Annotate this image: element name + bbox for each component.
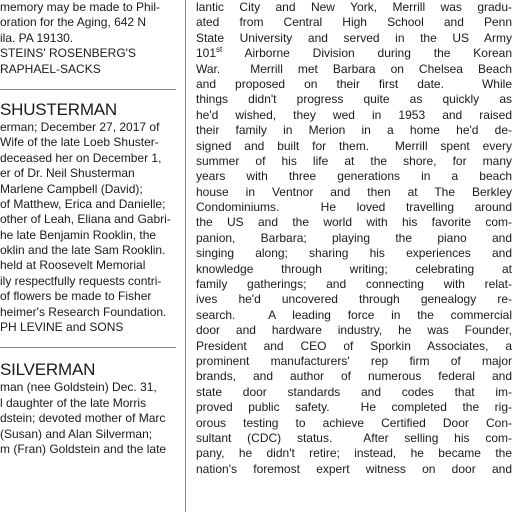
text-line: state door standards and codes that im- (196, 384, 512, 399)
text-line: oklin and the late Sam Rooklin. (0, 243, 166, 258)
text-line: panion, Barbara; playing the piano and (196, 230, 512, 245)
text-line: STEINS' ROSENBERG'S (0, 46, 136, 61)
obituary-body-silverman (0, 380, 176, 457)
obituary-body-shusterman (0, 120, 176, 320)
text-line: dstein; devoted mother of Marc (0, 411, 166, 426)
text-line: Wife of the late Loeb Shuster- (0, 135, 159, 150)
text-line: of flowers be made to Fisher (0, 289, 152, 304)
text-line: of Matthew, Erica and Danielle; (0, 196, 166, 211)
text-line: War. Merrill met Barbara on Chelsea Beach (196, 61, 512, 76)
text-line: pany, he didn't retire; instead, he became the (196, 446, 512, 461)
text-line: years with three generations in a beach (196, 169, 512, 184)
text-line: lantic City and New York, Merrill was gradu- (196, 0, 512, 14)
text-line: ily respectfully requests contri- (0, 273, 162, 288)
text-line: the US and the world with his favorite com- (196, 215, 512, 230)
text-line: RAPHAEL-SACKS (0, 61, 101, 76)
text-line: he late Benjamin Rooklin, the (0, 227, 157, 242)
text-line-airborne: 101st Airborne Division during the Korean (196, 45, 512, 61)
text-line: house in Ventnor and then at The Berkley (196, 184, 512, 199)
text-line: proved public safety. He completed the rig- (196, 400, 512, 415)
funeral-home-credit: PH LEVINE and SONS (0, 320, 124, 335)
text-line: heimer's Research Foundation. (0, 304, 167, 319)
text-line: man (nee Goldstein) Dec. 31, (0, 380, 157, 395)
text-line: sultant (CDC) status. After selling his com- (196, 430, 512, 445)
text-line: their family in Merion in a home he'd de- (196, 123, 512, 138)
text-line: door and hardware industry, he was Founder, (196, 323, 512, 338)
previous-obituary-credits (0, 46, 176, 77)
text-line: Condominiums. He loved travelling around (196, 200, 512, 215)
column-divider (185, 0, 186, 512)
text-line: knowledge through writing; celebrating at (196, 261, 512, 276)
text-line: er of Dr. Neil Shusterman (0, 166, 135, 181)
obituary-name-silverman: SILVERMAN (0, 360, 96, 380)
obituary-body-text (196, 0, 512, 46)
obituary-body-text-continued (196, 62, 512, 478)
text-line: (Susan) and Alan Silverman; (0, 426, 153, 441)
text-line: search. A leading force in the commercial (196, 307, 512, 322)
previous-obituary-tail (0, 0, 176, 46)
text-line: State University and served in the US Army (196, 30, 512, 45)
text-line: deceased her on December 1, (0, 150, 162, 165)
text-line: memory may be made to Phil- (0, 0, 161, 14)
text-line: singing along; sharing his experiences and (196, 246, 512, 261)
text-line: prominent manufacturers' rep firm of major (196, 353, 512, 368)
text-line: things didn't progress quite as quickly as (196, 92, 512, 107)
text-line: erman; December 27, 2017 of (0, 119, 160, 134)
text-line: he'd wished, they wed in 1953 and raised (196, 107, 512, 122)
text-line: summer of his life at the shore, for many (196, 153, 512, 168)
text-line: President and CEO of Sporkin Associates, a (196, 338, 512, 353)
text-line: brands, and author of numerous federal and (196, 369, 512, 384)
right-column (196, 0, 512, 512)
text-line: other of Leah, Eliana and Gabri- (0, 212, 171, 227)
text-line: family gatherings; and connecting with relat- (196, 277, 512, 292)
text-line: m (Fran) Goldstein and the late (0, 441, 167, 456)
text-line: signed and built for them. Merrill spent every (196, 138, 512, 153)
text-line: oration for the Aging, 642 N (0, 15, 147, 30)
text-line: held at Roosevelt Memorial (0, 258, 146, 273)
left-column (0, 0, 176, 512)
text-line: ated from Central High School and Penn (196, 15, 512, 30)
text-line: orous testing to achieve Certified Door Con- (196, 415, 512, 430)
text-line: and proposed on their first date. While (196, 76, 512, 91)
obituary-name-shusterman: SHUSTERMAN (0, 99, 118, 119)
text-line: nation's foremost expert witness on door and (196, 461, 512, 476)
text-line: Marlene Campbell (David); (0, 181, 143, 196)
text-line: ila. PA 19130. (0, 30, 74, 45)
text-line: ives he'd uncovered through genealogy re- (196, 292, 512, 307)
text-line: l daughter of the late Morris (0, 395, 147, 410)
